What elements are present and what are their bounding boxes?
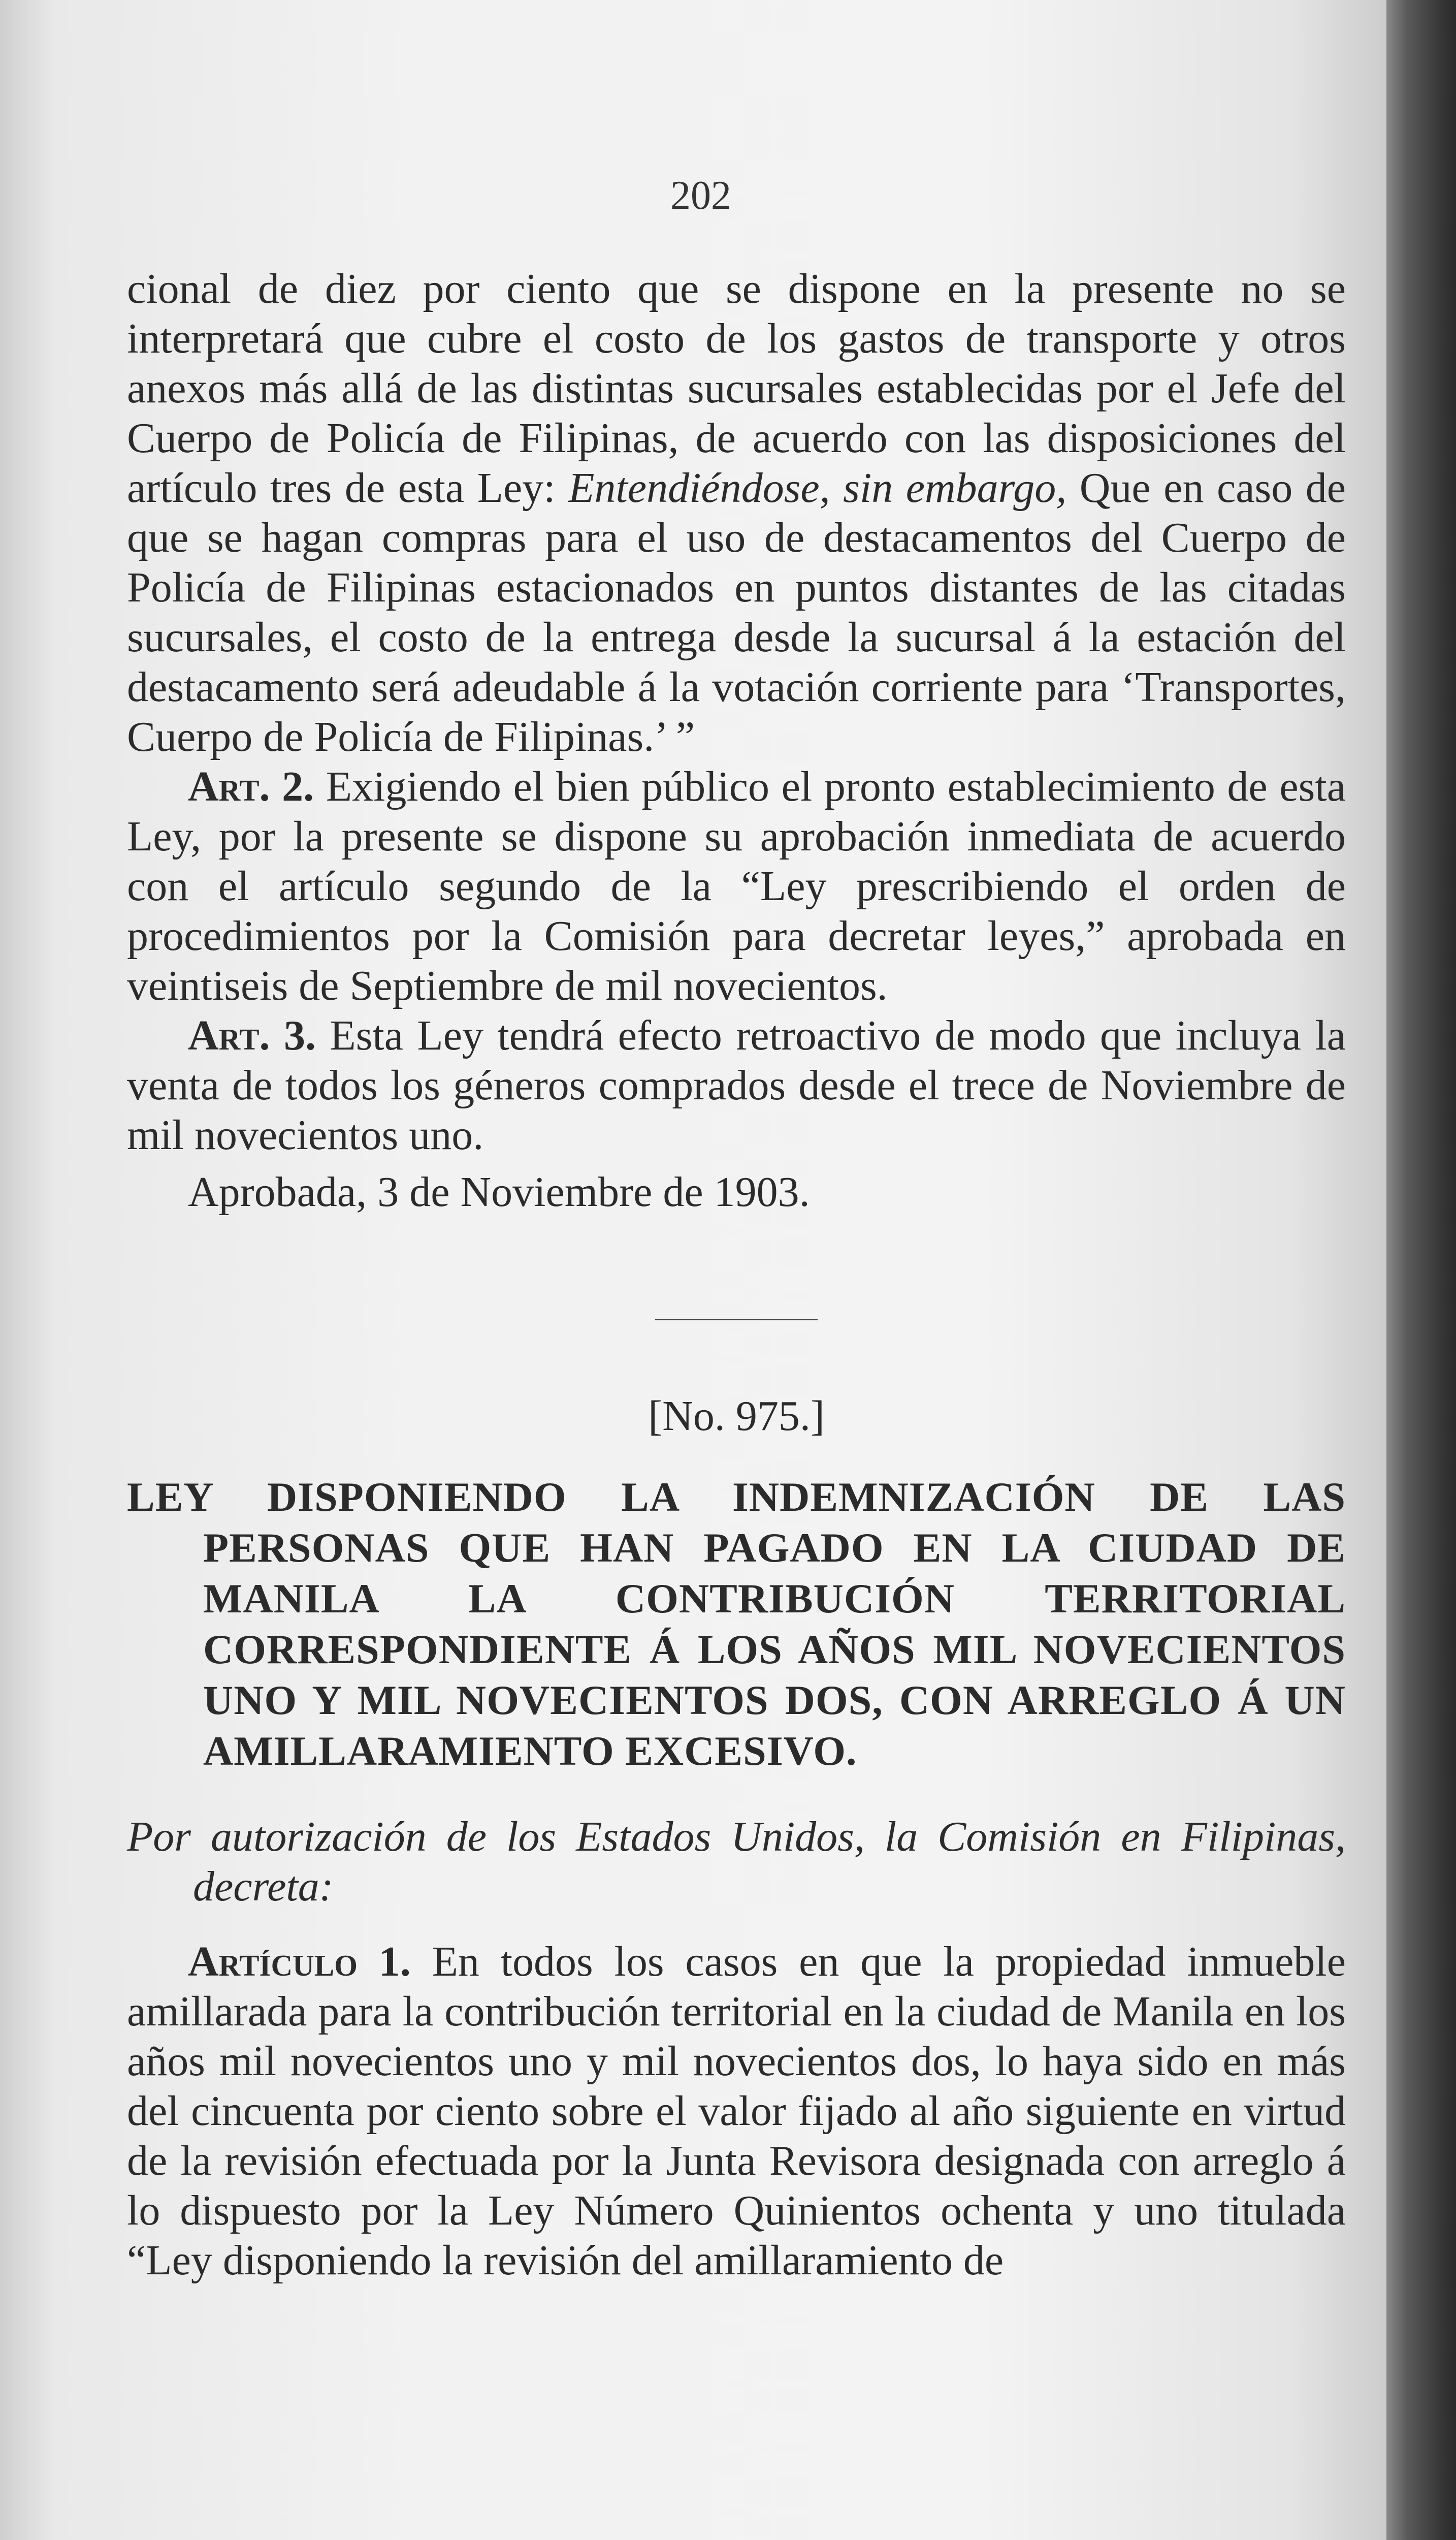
article-3-label: Art. 3. xyxy=(188,1012,316,1059)
article-2 xyxy=(127,762,1346,1011)
article-1 xyxy=(127,1937,1346,2285)
continuation-paragraph xyxy=(127,264,1346,762)
law-title: LEY DISPONIENDO LA INDEMNIZACIÓN DE LAS PERSONAS QUE HAN PAGADO EN LA CIUDAD DE MANILA LA CONTRIBUCIÓN TERRITORIAL CORRESPONDIENTE Á LOS AÑOS MIL NOVECIENTOS UNO Y MIL NOVECIENTOS DOS, CON ARREGLO Á UN AMILLARAMIENTO EXCESIVO. xyxy=(127,1474,1346,1774)
article-1-text: En todos los casos en que la propiedad inmueble amillarada para la contribución territorial en la ciudad de Manila en los años mil novecientos uno y mil novecientos dos, lo haya sido en más del cincuenta por ciento sobre el valor fijado al año siguiente en virtud de la revisión efectuada por la Junta Revisora designada con arreglo á lo dispuesto por la Ley Número Quinientos ochenta y uno titulada “Ley disponiendo la revisión del amillaramiento de xyxy=(127,1938,1346,2284)
continuation-text: cional de diez por ciento que se dispone en la presente no se interpretará que cubre el costo de los gastos de transporte y otros anexos más allá de las distintas sucursales establecidas por el Jefe del Cuerpo de Policía de Filipinas, de acuerdo con las disposiciones del artículo tres de esta Ley: xyxy=(127,265,1346,512)
law-number: [No. 975.] xyxy=(648,1392,825,1440)
article-2-label: Art. 2. xyxy=(188,763,314,810)
section-divider xyxy=(655,1319,818,1320)
article-3 xyxy=(127,1011,1346,1160)
article-2-text: Exigiendo el bien público el pronto establecimiento de esta Ley, por la presente se dispone su aprobación inmediata de acuerdo con el artículo segundo de la “Ley prescribiendo el orden de procedimientos por la Comisión para decretar leyes,” aprobada en veintiseis de Septiembre de mil novecientos. xyxy=(127,763,1346,1009)
article-3-text: Esta Ley tendrá efecto retroactivo de modo que incluya la venta de todos los géneros comprados desde el trece de Noviembre de mil novecientos uno. xyxy=(127,1012,1346,1159)
article-1-label: Artículo 1. xyxy=(188,1938,411,1985)
proviso-italic: Entendiéndose, sin embargo, xyxy=(568,464,1067,512)
page-number: 202 xyxy=(670,173,731,218)
approval-date: Aprobada, 3 de Noviembre de 1903. xyxy=(188,1168,810,1216)
decree-clause: Por autorización de los Estados Unidos, la Comisión en Filipinas, decreta: xyxy=(127,1813,1346,1910)
page-body xyxy=(127,264,1346,2285)
book-spine-shadow xyxy=(1386,0,1456,2540)
proviso-text: Que en caso de que se hagan compras para el uso de destacamentos del Cuerpo de Policía de Filipinas estacionados en puntos distantes de las citadas sucursales, el costo de la entrega desde la sucursal á la estación del destacamento será adeudable á la votación corriente para ‘Transportes, Cuerpo de Policía de Filipinas.’ ” xyxy=(127,464,1346,760)
